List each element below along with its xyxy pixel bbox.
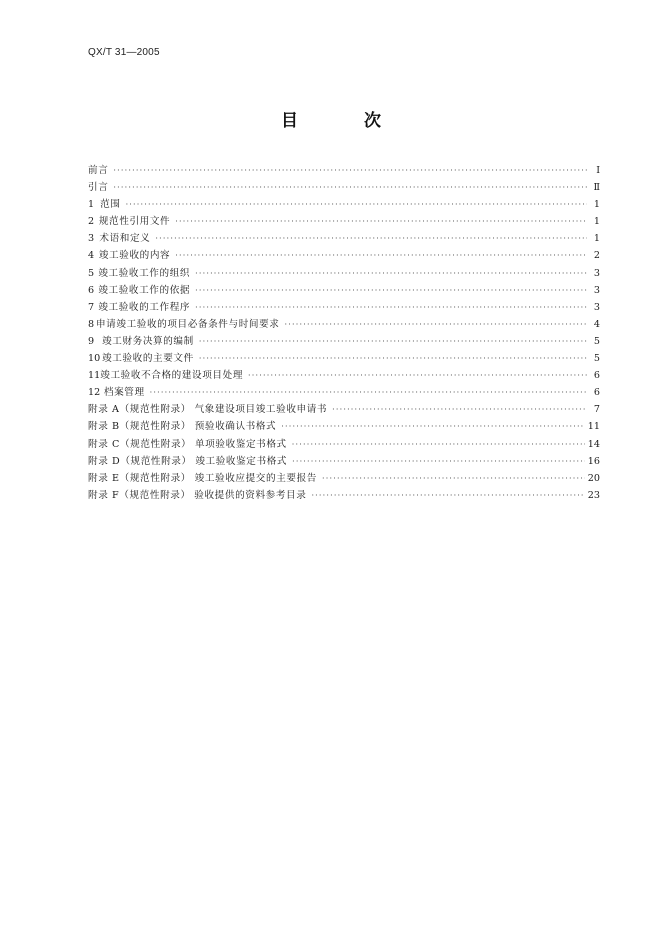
toc-entry-label: 档案管理 (103, 387, 145, 399)
toc-leader-dots (195, 265, 587, 282)
toc-leader-dots (322, 470, 585, 487)
toc-entry-number: 9 (88, 335, 95, 347)
toc-leader-dots (175, 247, 587, 264)
toc-entry-number: 8 (88, 318, 95, 330)
toc-entry-label: 申请竣工验收的项目必备条件与时间要求 (95, 318, 280, 330)
toc-entry-label: 竣工验收不合格的建设项目处理 (100, 370, 244, 382)
toc-entry[interactable] (88, 213, 600, 230)
toc-entry[interactable] (88, 162, 600, 179)
toc-entry[interactable] (88, 470, 600, 487)
toc-entry[interactable] (88, 367, 600, 384)
toc-entry-page: 20 (587, 472, 600, 484)
toc-entry-page: 4 (593, 318, 600, 330)
toc-entry-number: 4 (88, 250, 95, 262)
toc-entry-number: 7 (88, 301, 95, 313)
toc-leader-dots (150, 384, 587, 401)
toc-leader-dots (311, 487, 584, 504)
toc-leader-dots (155, 230, 587, 247)
toc-entry[interactable] (88, 350, 600, 367)
toc-entry-label: 附录 F（规范性附录） 验收提供的资料参考目录 (88, 489, 307, 501)
toc-entry-label: 竣工财务决算的编制 (102, 335, 194, 347)
toc-entry[interactable] (88, 453, 600, 470)
toc-leader-dots (175, 213, 587, 230)
toc-entry-label: 引言 (88, 182, 109, 194)
toc-entry-label: 术语和定义 (99, 233, 151, 245)
toc-entry[interactable] (88, 282, 600, 299)
toc-entry-page: 5 (593, 353, 600, 365)
toc-leader-dots (248, 367, 587, 384)
toc-entry-number: 6 (88, 284, 95, 296)
toc-entry-number: 5 (88, 267, 95, 279)
toc-entry-page: 7 (593, 404, 600, 416)
toc-entry-page: 23 (587, 489, 600, 501)
toc-entry-label: 竣工验收工作的组织 (98, 267, 191, 279)
toc-entry-label: 竣工验收的工作程序 (98, 301, 191, 313)
toc-entry[interactable] (88, 401, 600, 418)
toc-leader-dots (126, 196, 587, 213)
toc-leader-dots (284, 316, 587, 333)
toc-entry-page: 1 (593, 216, 600, 228)
toc-entry[interactable] (88, 333, 600, 350)
toc-entry-page: Ⅱ (593, 182, 600, 194)
toc-entry[interactable] (88, 418, 600, 435)
toc-entry[interactable] (88, 384, 600, 401)
toc-entry[interactable] (88, 316, 600, 333)
toc-entry-number: 11 (88, 370, 101, 382)
toc-entry-label: 规范性引用文件 (98, 216, 171, 228)
toc-entry-label: 竣工验收工作的依据 (98, 284, 191, 296)
toc-leader-dots (113, 179, 587, 196)
toc-leader-dots (199, 350, 587, 367)
toc-entry[interactable] (88, 487, 600, 504)
toc-entry-number: 1 (88, 199, 95, 211)
toc-entry-label: 竣工验收的主要文件 (102, 353, 194, 365)
toc-entry-number: 3 (88, 233, 95, 245)
toc-entry-page: 5 (593, 335, 600, 347)
document-code: QX/T 31—2005 (88, 47, 160, 58)
toc-entry-page: 2 (593, 250, 600, 262)
toc-entry-number: 2 (88, 216, 95, 228)
toc-entry-label: 附录 E（规范性附录） 竣工验收应提交的主要报告 (88, 472, 317, 484)
toc-entry[interactable] (88, 196, 600, 213)
toc-entry-label: 竣工验收的内容 (98, 250, 171, 262)
toc-entry-label: 前言 (88, 165, 109, 176)
toc-entry-page: 14 (587, 438, 600, 450)
table-of-contents (88, 162, 600, 504)
toc-leader-dots (292, 436, 585, 453)
toc-leader-dots (199, 333, 587, 350)
toc-entry[interactable] (88, 230, 600, 247)
toc-entry-page: 3 (593, 301, 600, 313)
toc-entry-page: 3 (593, 284, 600, 296)
toc-leader-dots (113, 162, 587, 179)
toc-entry-page: 11 (587, 421, 600, 433)
toc-leader-dots (195, 299, 587, 316)
toc-entry-number: 10 (88, 353, 101, 365)
toc-entry-label: 附录 C（规范性附录） 单项验收鉴定书格式 (88, 438, 287, 450)
toc-entry-page: 6 (593, 387, 600, 399)
toc-entry-number: 12 (88, 387, 101, 399)
toc-entry-label: 附录 D（规范性附录） 竣工验收鉴定书格式 (88, 455, 288, 467)
toc-leader-dots (332, 401, 587, 418)
toc-entry-label: 附录 A（规范性附录） 气象建设项目竣工验收申请书 (88, 404, 328, 416)
toc-entry-label: 范围 (100, 199, 121, 211)
toc-entry[interactable] (88, 436, 600, 453)
toc-leader-dots (281, 418, 585, 435)
toc-entry-page: 6 (593, 370, 600, 382)
toc-leader-dots (195, 282, 587, 299)
toc-entry-page: 3 (593, 267, 600, 279)
toc-entry[interactable] (88, 179, 600, 196)
toc-entry-page: 16 (587, 455, 600, 467)
toc-entry-page: Ⅰ (596, 165, 600, 176)
toc-entry[interactable] (88, 247, 600, 264)
toc-leader-dots (292, 453, 585, 470)
toc-entry-page: 1 (593, 233, 600, 245)
page-title: 目 次 (281, 111, 411, 131)
toc-entry[interactable] (88, 265, 600, 282)
toc-entry-page: 1 (593, 199, 600, 211)
toc-entry[interactable] (88, 299, 600, 316)
toc-entry-label: 附录 B（规范性附录） 预验收确认书格式 (88, 421, 277, 433)
